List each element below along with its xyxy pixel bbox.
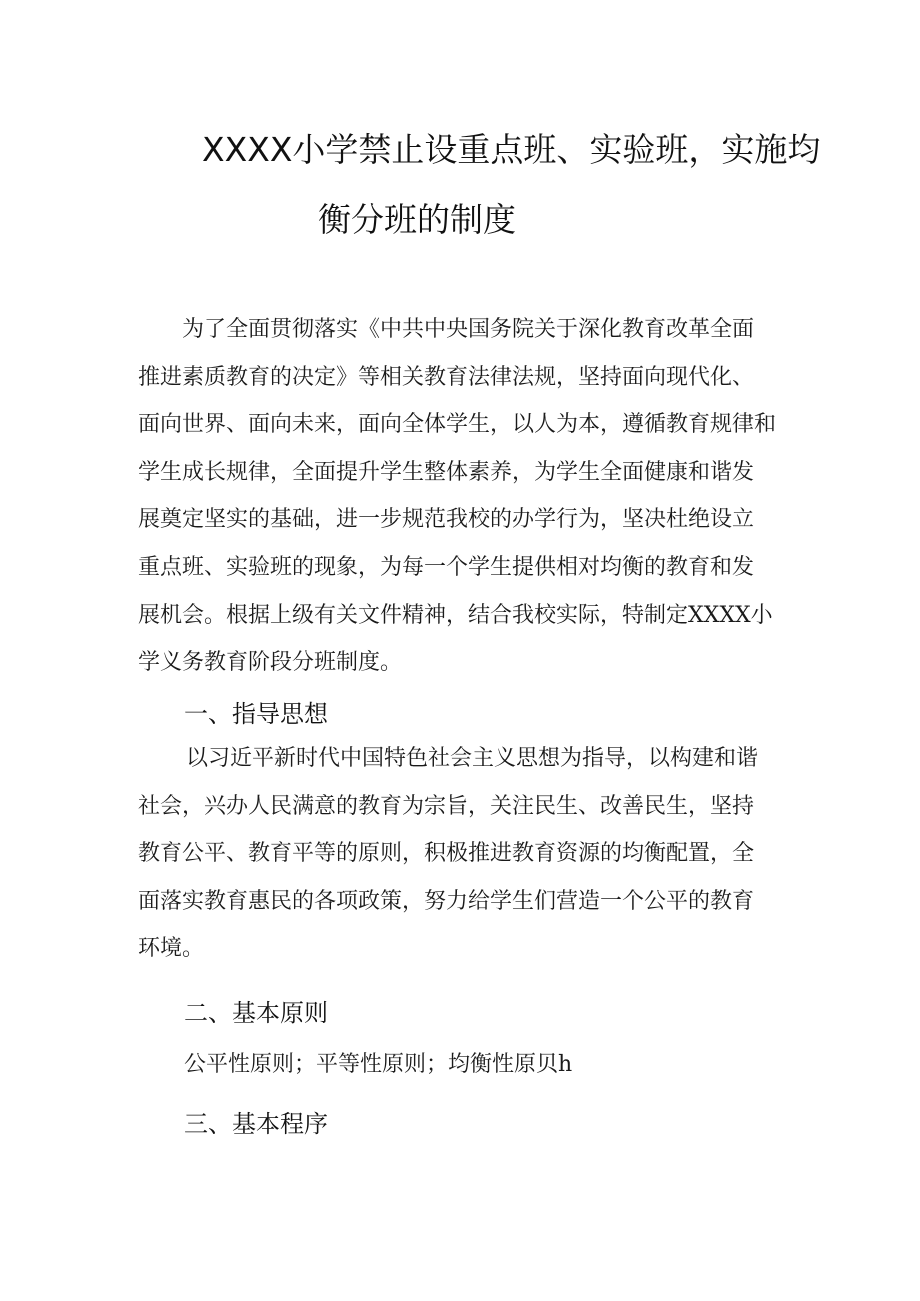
document-title-line-1: XXXX小学禁止设重点班、实验班，实施均	[202, 130, 821, 169]
section-heading-guiding-ideology: 一、指导思想	[184, 700, 328, 728]
section2-line: 公平性原则；平等性原则；均衡性原贝h	[184, 1052, 573, 1077]
intro-paragraph	[138, 306, 788, 687]
section1-line: 教育公平、教育平等的原则，积极推进教育资源的均衡配置，全	[138, 841, 755, 867]
section1-line: 社会，兴办人民满意的教育为宗旨，关注民生、改善民生，坚持	[138, 793, 755, 819]
section1-line: 面落实教育惠民的各项政策，努力给学生们营造一个公平的教育	[138, 888, 755, 914]
intro-line: 为了全面贯彻落实《中共中央国务院关于深化教育改革全面	[182, 317, 755, 342]
intro-line: 重点班、实验班的现象，为每一个学生提供相对均衡的教育和发	[138, 554, 755, 580]
intro-line: 展机会。根据上级有关文件精神，结合我校实际，特制定XXXX小	[138, 602, 773, 628]
intro-line: 学生成长规律，全面提升学生整体素养，为学生全面健康和谐发	[138, 459, 755, 485]
document-title-line-2: 衡分班的制度	[318, 200, 516, 239]
section1-line: 以习近平新时代中国特色社会主义思想为指导，以构建和谐	[186, 746, 759, 771]
intro-line: 展奠定坚实的基础，进一步规范我校的办学行为，坚决杜绝设立	[138, 507, 755, 533]
section-heading-basic-procedure: 三、基本程序	[184, 1110, 328, 1138]
intro-line: 面向世界、面向未来，面向全体学生，以人为本，遵循教育规律和	[138, 412, 777, 438]
intro-line: 学义务教育阶段分班制度。	[138, 650, 403, 676]
intro-line: 推进素质教育的决定》等相关教育法律法规，坚持面向现代化、	[138, 364, 755, 390]
section-heading-basic-principles: 二、基本原则	[184, 999, 328, 1027]
basic-principles-paragraph	[138, 1041, 788, 1089]
section1-line: 环境。	[138, 936, 205, 962]
guiding-ideology-paragraph	[138, 735, 788, 973]
